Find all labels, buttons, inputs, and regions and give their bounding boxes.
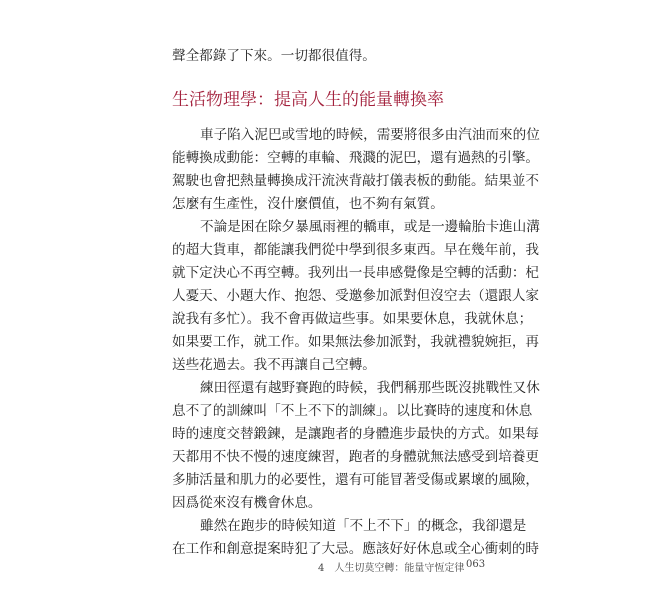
text-line: 車子陷入泥巴或雪地的時候，需要將很多由汽油而來的位 (200, 127, 540, 143)
text-line: 時的速度交替鍛鍊，是讓跑者的身體進步最快的方式。如果每 (172, 426, 540, 442)
page-number: 063 (466, 559, 486, 570)
text-line: 怎麼有生產性，沒什麼價值，也不夠有氣質。 (172, 196, 444, 212)
text-line: 多肺活量和肌力的必要性，還有可能冒著受傷或累壞的風險， (172, 472, 540, 488)
paragraph (172, 515, 540, 561)
text-line: 人憂天、小題大作、抱怨、受邀參加派對但沒空去（還跟人家 (172, 288, 540, 304)
text-line: 駕駛也會把熱量轉換成汗流浹背敲打儀表板的動能。結果並不 (172, 173, 540, 189)
paragraph (172, 216, 540, 377)
text-line: 的超大貨車，都能讓我們從中學到很多東西。早在幾年前，我 (172, 242, 540, 258)
paragraph (172, 377, 540, 515)
text-line: 不論是困在除夕暴風雨裡的轎車，或是一邊輪胎卡進山溝 (200, 219, 540, 235)
text-line: 能轉換成動能：空轉的車輪、飛濺的泥巴，還有過熱的引擎。 (172, 150, 540, 166)
continued-text (172, 45, 486, 68)
text-line: 雖然在跑步的時候知道「不上不下」的概念，我卻還是 (200, 518, 527, 534)
text-line: 就下定決心不再空轉。我列出一長串感覺像是空轉的活動：杞 (172, 265, 540, 281)
text-line: 在工作和創意提案時犯了大忌。應該好好休息或全心衝刺的時 (172, 541, 540, 557)
paragraph (172, 124, 540, 216)
text-line: 送些花過去。我不再讓自己空轉。 (172, 357, 376, 373)
text-line: 說我有多忙）。我不會再做這些事。如果要休息，我就休息； (172, 311, 533, 327)
text-line: 因爲從來沒有機會休息。 (172, 495, 322, 511)
body-text (172, 124, 540, 561)
running-footer: 4 人生切莫空轉：能量守恆定律 (318, 563, 465, 574)
section-heading: 生活物理學：提高人生的能量轉換率 (172, 90, 444, 110)
text-line: 聲全都錄了下來。一切都很值得。 (172, 48, 376, 64)
text-line: 天都用不快不慢的速度練習，跑者的身體就無法感受到培養更 (172, 449, 540, 465)
text-line: 如果要工作，就工作。如果無法參加派對，我就禮貌婉拒，再 (172, 334, 540, 350)
text-line: 練田徑還有越野賽跑的時候，我們稱那些既沒挑戰性又休 (200, 380, 540, 396)
text-line: 息不了的訓練叫「不上不下的訓練」。以比賽時的速度和休息 (172, 403, 533, 419)
